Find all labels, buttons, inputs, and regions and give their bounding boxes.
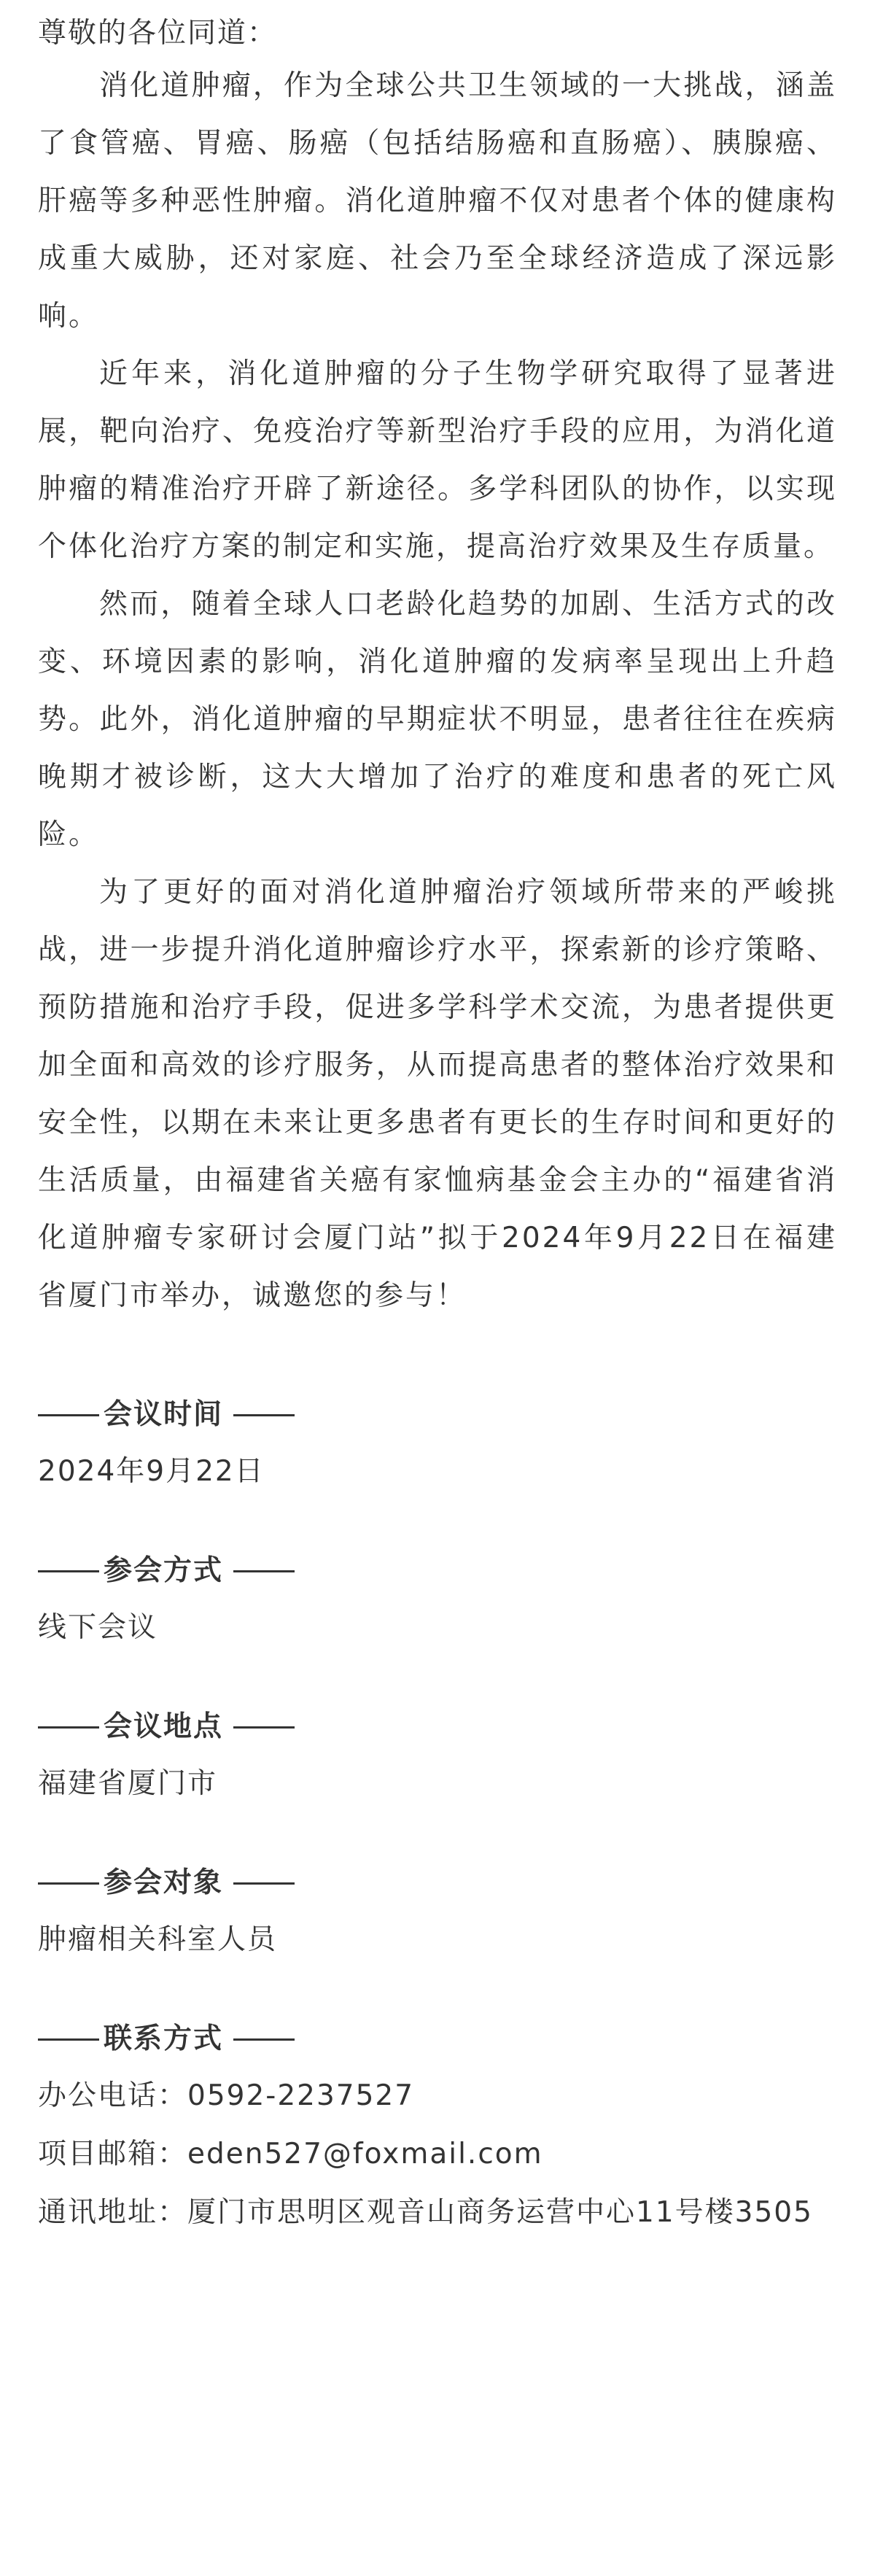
section-title-audience: [38, 1855, 837, 1911]
meeting-location: 福建省厦门市: [38, 1767, 218, 1800]
section-meeting-time: [38, 1387, 837, 1501]
section-title-meeting-time: [38, 1387, 837, 1443]
contact-address: 通讯地址：厦门市思明区观音山商务运营中心11号楼3505: [38, 2196, 813, 2229]
section-title-contact: [38, 2011, 837, 2067]
title-dash-left: [38, 1882, 99, 1885]
attendance-mode: 线下会议: [38, 1611, 158, 1644]
section-title-text: 参会对象: [104, 1866, 224, 1899]
target-audience: 肿瘤相关科室人员: [38, 1923, 278, 1956]
section-title-text: 会议地点: [104, 1710, 224, 1743]
section-title-attendance-mode: [38, 1543, 837, 1599]
trend-paragraph: 然而，随着全球人口老龄化趋势的加剧、生活方式的改变、环境因素的影响，消化道肿瘤的发病率呈现出上升趋势。此外，消化道肿瘤的早期症状不明显，患者往往在疾病晚期才被诊断，这大大增加了治疗的难度和患者的死亡风险。: [38, 588, 837, 851]
contact-email[interactable]: 项目邮箱：eden527@foxmail.com: [38, 2138, 543, 2170]
title-dash-right: [233, 1882, 295, 1885]
title-dash-left: [38, 2038, 99, 2041]
section-title-text: 联系方式: [104, 2022, 224, 2055]
title-dash-left: [38, 1414, 99, 1416]
contact-phone: 办公电话：0592-2237527: [38, 2079, 415, 2112]
intro-paragraph: 消化道肿瘤，作为全球公共卫生领域的一大挑战，涵盖了食管癌、胃癌、肠癌（包括结肠癌和直肠癌）、胰腺癌、肝癌等多种恶性肿瘤。消化道肿瘤不仅对患者个体的健康构成重大威胁，还对家庭、社会乃至全球经济造成了深远影响。: [38, 69, 837, 333]
section-title-location: [38, 1699, 837, 1755]
section-attendance-mode: [38, 1543, 837, 1657]
section-location: [38, 1699, 837, 1813]
greeting: 尊敬的各位同道：: [38, 17, 278, 50]
section-contact: [38, 2011, 837, 2242]
title-dash-left: [38, 1570, 99, 1572]
section-title-text: 参会方式: [104, 1554, 224, 1587]
section-audience: [38, 1855, 837, 1969]
invitation-paragraph: 为了更好的面对消化道肿瘤治疗领域所带来的严峻挑战，进一步提升消化道肿瘤诊疗水平，探索新的诊疗策略、预防措施和治疗手段，促进多学科学术交流，为患者提供更加全面和高效的诊疗服务，从而提高患者的整体治疗效果和安全性，以期在未来让更多患者有更长的生存时间和更好的生活质量，由福建省关癌有家恤病基金会主办的“福建省消化道肿瘤专家研讨会厦门站”拟于2024年9月22日在福建省厦门市举办，诚邀您的参与！: [38, 876, 837, 1312]
section-title-text: 会议时间: [104, 1398, 224, 1431]
title-dash-right: [233, 1414, 295, 1416]
title-dash-right: [233, 1726, 295, 1729]
title-dash-left: [38, 1726, 99, 1729]
progress-paragraph: 近年来，消化道肿瘤的分子生物学研究取得了显著进展，靶向治疗、免疫治疗等新型治疗手段的应用，为消化道肿瘤的精准治疗开辟了新途径。多学科团队的协作，以实现个体化治疗方案的制定和实施，提高治疗效果及生存质量。: [38, 357, 837, 563]
title-dash-right: [233, 1570, 295, 1572]
title-dash-right: [233, 2038, 295, 2041]
meeting-date: 2024年9月22日: [38, 1455, 265, 1488]
